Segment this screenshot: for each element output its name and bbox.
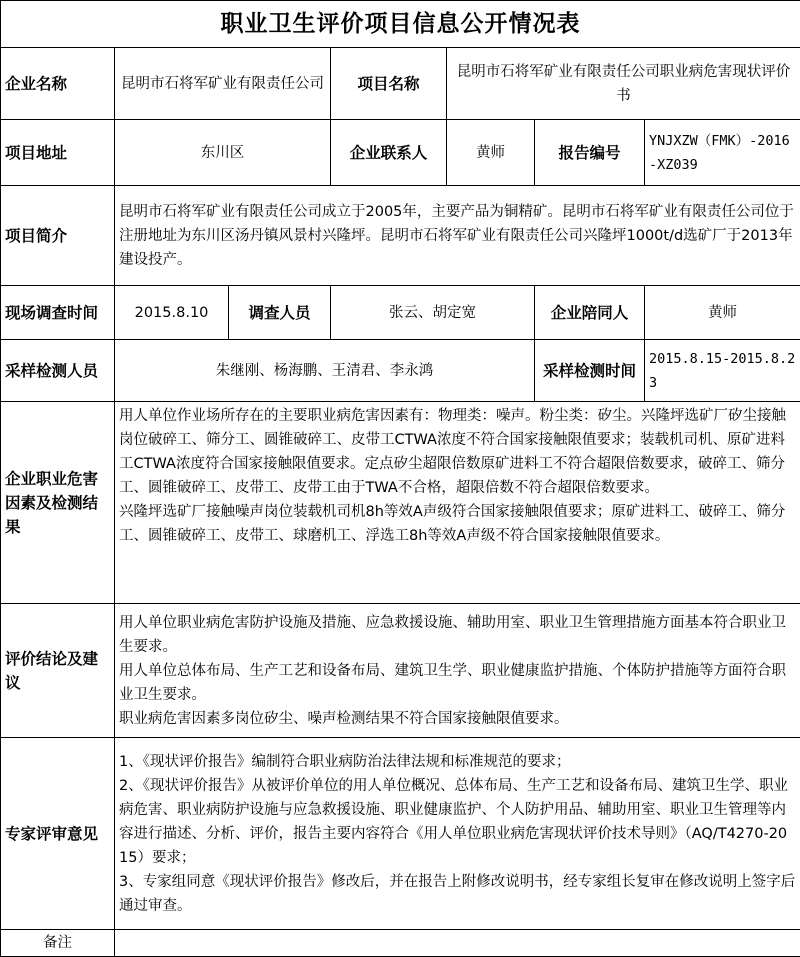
project-address-label: 项目地址 (1, 120, 115, 186)
report-number-value: YNJXZW（FMK）-2016-XZ039 (645, 120, 800, 186)
report-number-label: 报告编号 (535, 120, 645, 186)
surveyors-value: 张云、胡定宽 (331, 286, 535, 340)
expert-opinion-label: 专家评审意见 (1, 738, 115, 930)
remarks-value (115, 930, 800, 957)
company-escort-value: 黄师 (645, 286, 800, 340)
project-name-value: 昆明市石将军矿业有限责任公司职业病危害现状评价书 (447, 48, 800, 120)
company-name-label: 企业名称 (1, 48, 115, 120)
conclusion-paragraph-3: 职业病危害因素多岗位矽尘、噪声检测结果不符合国家接触限值要求。 (119, 710, 569, 727)
company-contact-value: 黄师 (447, 120, 535, 186)
company-contact-label: 企业联系人 (331, 120, 447, 186)
survey-time-label: 现场调查时间 (1, 286, 115, 340)
conclusion-value (115, 604, 800, 738)
expert-opinion-value (115, 738, 800, 930)
company-escort-label: 企业陪同人 (535, 286, 645, 340)
project-intro-label: 项目简介 (1, 186, 115, 286)
project-intro-value: 昆明市石将军矿业有限责任公司成立于2005年，主要产品为铜精矿。昆明市石将军矿业有限责任公司位于注册地址为东川区汤丹镇风景村兴隆坪。昆明市石将军矿业有限责任公司兴隆坪1000t/d选矿厂于2013年建设投产。 (115, 186, 800, 286)
project-name-label: 项目名称 (331, 48, 447, 120)
remarks-label: 备注 (1, 930, 115, 957)
conclusion-paragraph-2: 用人单位总体布局、生产工艺和设备布局、建筑卫生学、职业健康监护措施、个体防护措施等方面符合职业卫生要求。 (119, 662, 786, 703)
expert-opinion-paragraph-3: 3、专家组同意《现状评价报告》修改后，并在报告上附修改说明书，经专家组长复审在修改说明上签字后通过审查。 (119, 873, 796, 914)
hazard-results-value (115, 402, 800, 604)
survey-time-value: 2015.8.10 (115, 286, 229, 340)
hazard-results-paragraph-1: 用人单位作业场所存在的主要职业病危害因素有：物理类：噪声。粉尘类：矽尘。兴隆坪选矿厂矽尘接触岗位破碎工、筛分工、圆锥破碎工、皮带工CTWA浓度不符合国家接触限值要求；装载机司机、原矿进料工CTWA浓度符合国家接触限值要求。定点矽尘超限倍数原矿进料工不符合超限倍数要求，破碎工、筛分工、圆锥破碎工、皮带工、皮带工由于TWA不合格，超限倍数不符合超限倍数要求。 (119, 408, 786, 496)
sampling-staff-value: 朱继刚、杨海鹏、王清君、李永鸿 (115, 340, 535, 402)
hazard-results-paragraph-2: 兴隆坪选矿厂接触噪声岗位装载机司机8h等效A声级符合国家接触限值要求；原矿进料工、破碎工、筛分工、圆锥破碎工、皮带工、球磨机工、浮选工8h等效A声级不符合国家接触限值要求。 (119, 504, 786, 544)
page-title: 职业卫生评价项目信息公开情况表 (1, 1, 800, 48)
sampling-staff-label: 采样检测人员 (1, 340, 115, 402)
company-name-value: 昆明市石将军矿业有限责任公司 (115, 48, 331, 120)
sampling-time-value: 2015.8.15-2015.8.23 (645, 340, 800, 402)
sampling-time-label: 采样检测时间 (535, 340, 645, 402)
hazard-results-label: 企业职业危害因素及检测结果 (1, 402, 115, 604)
conclusion-paragraph-1: 用人单位职业病危害防护设施及措施、应急救援设施、辅助用室、职业卫生管理措施方面基本符合职业卫生要求。 (119, 614, 786, 655)
expert-opinion-paragraph-1: 1、《现状评价报告》编制符合职业病防治法律法规和标准规范的要求； (119, 753, 571, 770)
conclusion-label: 评价结论及建议 (1, 604, 115, 738)
expert-opinion-paragraph-2: 2、《现状评价报告》从被评价单位的用人单位概况、总体布局、生产工艺和设备布局、建筑卫生学、职业病危害、职业病防护设施与应急救援设施、职业健康监护、个人防护用品、辅助用室、职业卫生管理等内容进行描述、分析、评价，报告主要内容符合《用人单位职业病危害现状评价技术导则》（AQ/T4270-2015）要求； (119, 777, 788, 866)
surveyors-label: 调查人员 (229, 286, 331, 340)
project-address-value: 东川区 (115, 120, 331, 186)
